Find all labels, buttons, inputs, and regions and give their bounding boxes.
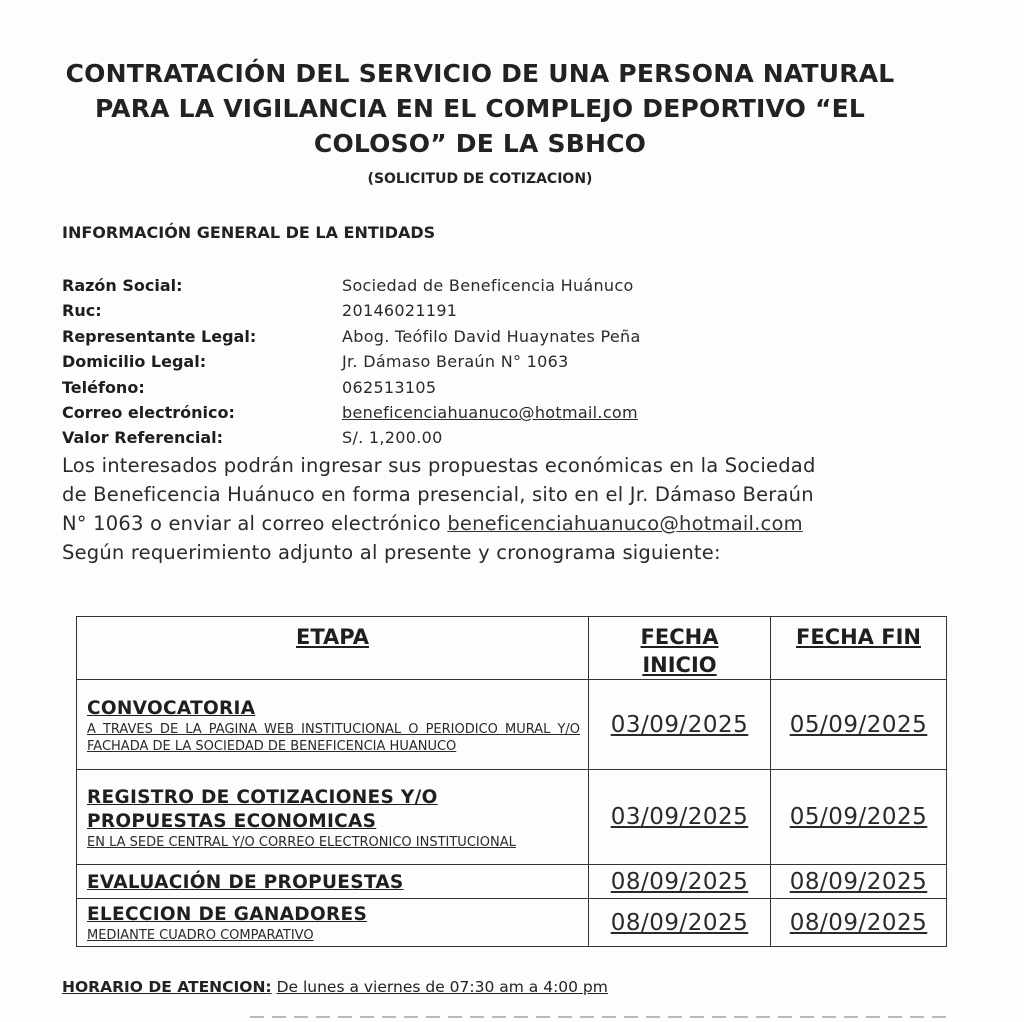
title-line-3: COLOSO” DE LA SBHCO: [313, 129, 647, 158]
entity-info: [62, 273, 641, 451]
info-label: Valor Referencial:: [62, 428, 224, 448]
email-link[interactable]: beneficenciahuanuco@hotmail.com: [447, 512, 803, 535]
info-label: Razón Social:: [62, 276, 183, 295]
stage-description: EN LA SEDE CENTRAL Y/O CORREO ELECTRONICO INSTITUCIONAL: [87, 834, 516, 850]
stage-title: REGISTRO DE COTIZACIONES Y/O PROPUESTAS ECONOMICAS: [87, 786, 438, 832]
start-date: 03/09/2025: [589, 770, 771, 865]
start-date: 08/09/2025: [589, 865, 771, 899]
stage-title: ELECCION DE GANADORES: [87, 904, 368, 925]
office-hours-value: De lunes a viernes de 07:30 am a 4:00 pm: [276, 978, 608, 996]
info-label: Representante Legal:: [62, 326, 257, 346]
header-start-line: FECHA: [640, 625, 719, 649]
info-row: [62, 400, 641, 425]
stage-cell: [77, 899, 589, 947]
end-date: 05/09/2025: [771, 770, 947, 865]
table-row: [77, 865, 947, 899]
info-row: [62, 273, 641, 298]
office-hours-label: HORARIO DE ATENCION:: [62, 978, 272, 996]
cut-off-text-line: [250, 1016, 950, 1018]
title-line-1: CONTRATACIÓN DEL SERVICIO DE UNA PERSONA NATURAL: [65, 59, 895, 88]
end-date: 08/09/2025: [771, 865, 947, 899]
stage-title: CONVOCATORIA: [87, 697, 256, 719]
info-row: [62, 375, 641, 400]
end-date: 05/09/2025: [771, 680, 947, 770]
header-start: [589, 617, 771, 680]
stage-cell: [77, 865, 589, 899]
paragraph-line: Según requerimiento adjunto al presente y cronograma siguiente:: [62, 541, 721, 564]
end-date: 08/09/2025: [771, 899, 947, 947]
info-row: [62, 425, 641, 450]
paragraph-line: [62, 509, 932, 538]
info-label: Domicilio Legal:: [62, 352, 207, 372]
office-hours: [62, 978, 608, 996]
stage-title: EVALUACIÓN DE PROPUESTAS: [87, 871, 404, 893]
info-value: Jr. Dámaso Beraún N° 1063: [342, 352, 569, 372]
info-value: 20146021191: [342, 301, 458, 321]
table-row: [77, 770, 947, 865]
document-subtitle: (SOLICITUD DE COTIZACION): [367, 171, 593, 187]
table-header-row: [77, 617, 947, 680]
schedule-table: [76, 616, 947, 947]
paragraph-line: de Beneficencia Huánuco en forma presencial, sito en el Jr. Dámaso Beraún: [62, 483, 814, 506]
paragraph-text: N° 1063 o enviar al correo electrónico: [62, 512, 448, 535]
info-row: [62, 298, 641, 323]
info-label: Teléfono:: [62, 377, 145, 397]
stage-cell: [77, 770, 589, 865]
info-label: Correo electrónico:: [62, 402, 235, 422]
title-line-2: PARA LA VIGILANCIA EN EL COMPLEJO DEPORTIVO “EL: [94, 94, 866, 123]
info-value: S/. 1,200.00: [342, 428, 443, 448]
stage-description: MEDIANTE CUADRO COMPARATIVO: [87, 928, 314, 943]
header-stage: ETAPA: [77, 617, 589, 680]
stage-cell: [77, 680, 589, 770]
info-label: Ruc:: [62, 301, 102, 321]
header-end: FECHA FIN: [771, 617, 947, 680]
info-value: Abog. Teófilo David Huaynates Peña: [342, 326, 641, 346]
table-row: [77, 680, 947, 770]
paragraph-line: Los interesados podrán ingresar sus propuestas económicas en la Sociedad: [62, 454, 816, 477]
instructions-paragraph: [62, 451, 932, 567]
stage-description: A TRAVES DE LA PAGINA WEB INSTITUCIONAL O PERIODICO MURAL Y/O FACHADA DE LA SOCIEDAD DE BENEFICENCIA HUANUCO: [87, 721, 580, 754]
start-date: 03/09/2025: [589, 680, 771, 770]
document-title: [40, 56, 920, 161]
email-link[interactable]: beneficenciahuanuco@hotmail.com: [342, 402, 638, 422]
start-date: 08/09/2025: [589, 899, 771, 947]
info-value: 062513105: [342, 377, 437, 397]
info-row: [62, 324, 641, 349]
info-row: [62, 349, 641, 374]
table-row: [77, 899, 947, 947]
header-start-line: INICIO: [642, 653, 717, 677]
section-title: INFORMACIÓN GENERAL DE LA ENTIDADS: [62, 223, 436, 242]
info-value: Sociedad de Beneficencia Huánuco: [342, 276, 634, 295]
